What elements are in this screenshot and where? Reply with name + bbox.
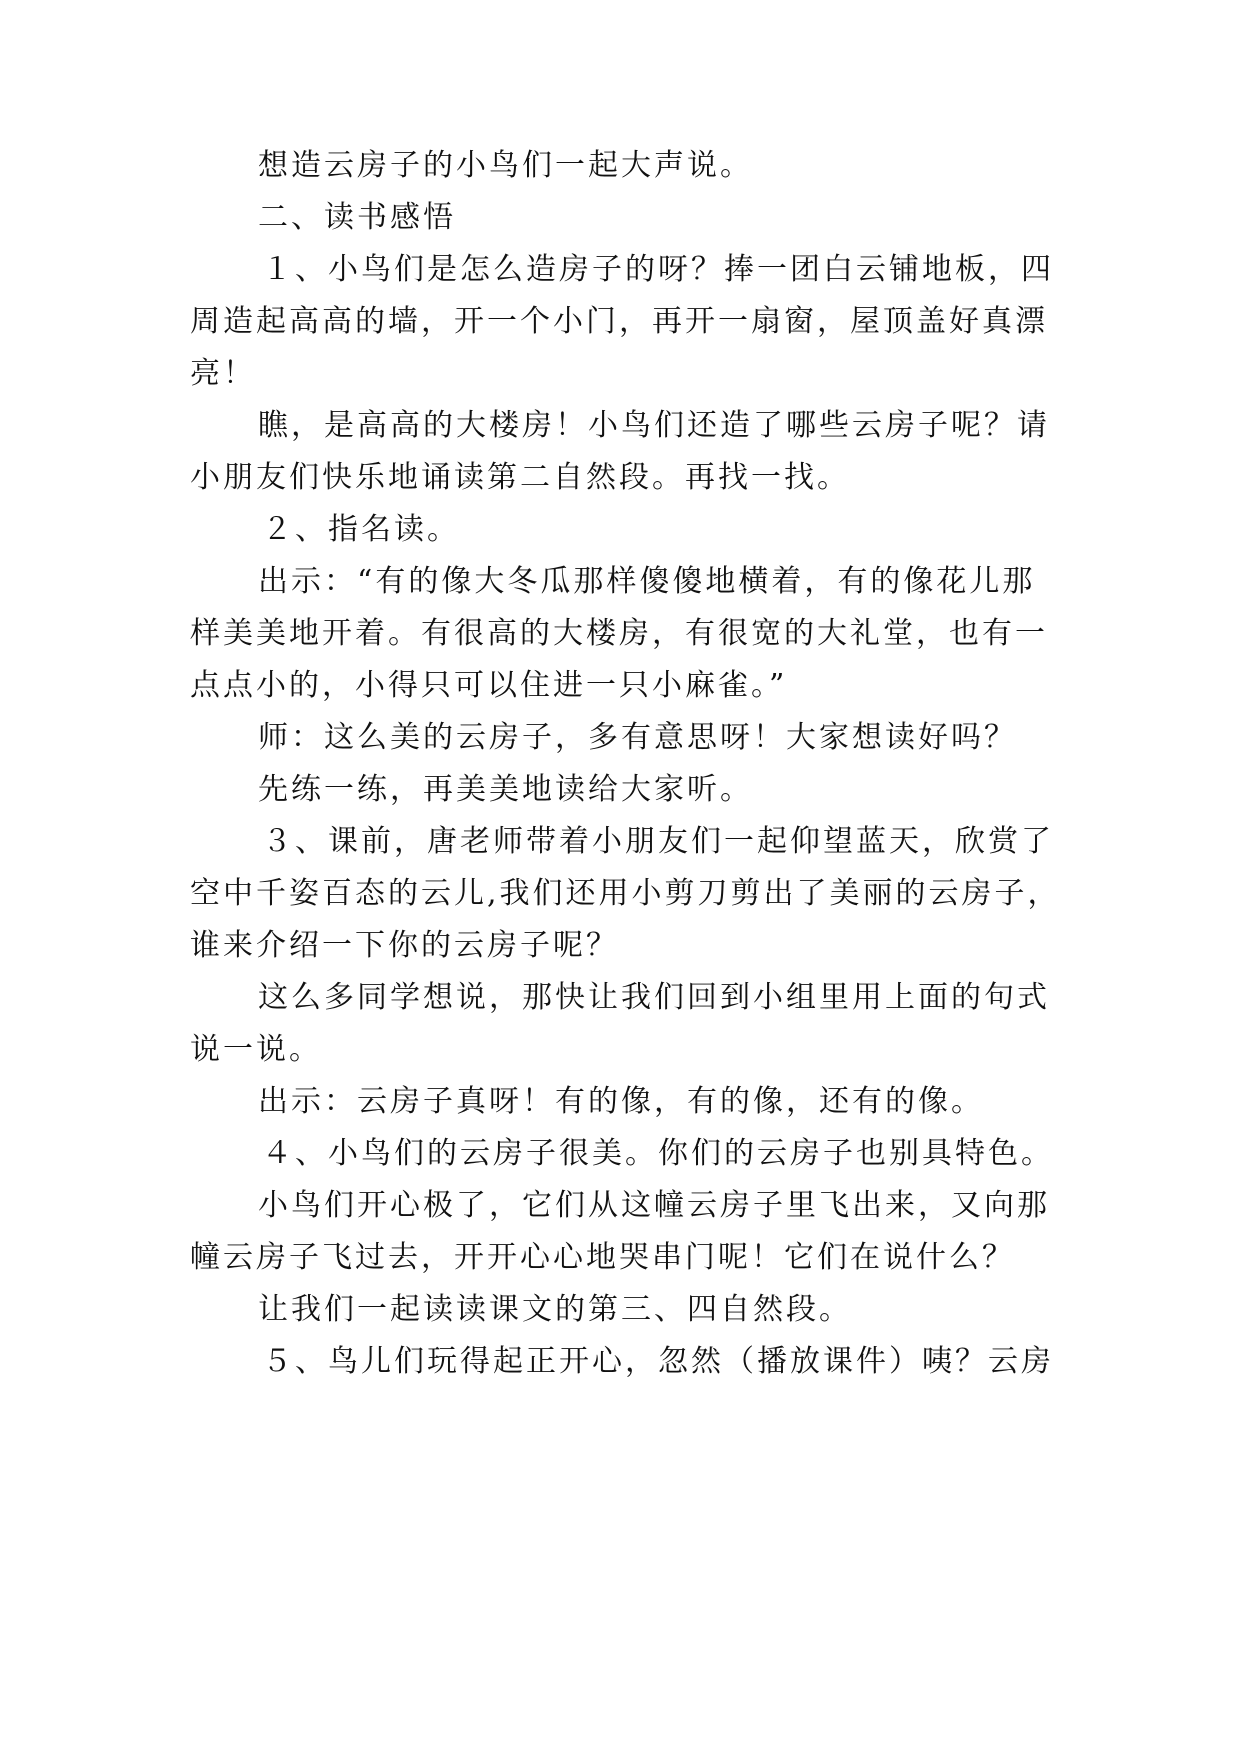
text-line: 想造云房子的小鸟们一起大声说。: [258, 148, 753, 183]
text-line: 空中千姿百态的云儿,我们还用小剪刀剪出了美丽的云房子，: [190, 876, 1061, 911]
text-line: 让我们一起读读课文的第三、四自然段。: [258, 1292, 852, 1327]
section-heading: 二、读书感悟: [258, 200, 456, 235]
text-line: 点点小的，小得只可以住进一只小麻雀。”: [190, 668, 788, 703]
text-line: 先练一练，再美美地读给大家听。: [258, 772, 753, 807]
text-line: 亮！: [190, 356, 256, 391]
text-line: 周造起高高的墙，开一个小门，再开一扇窗，屋顶盖好真漂: [190, 304, 1048, 339]
text-line: 样美美地开着。有很高的大楼房，有很宽的大礼堂，也有一: [190, 616, 1048, 651]
text-line: 瞧，是高高的大楼房！小鸟们还造了哪些云房子呢？请: [258, 408, 1050, 443]
text-line: 谁来介绍一下你的云房子呢？: [190, 928, 619, 963]
text-line: 出示：云房子真呀！有的像，有的像，还有的像。: [258, 1084, 984, 1119]
text-line: ２、指名读。: [262, 512, 460, 547]
text-line: 小鸟们开心极了，它们从这幢云房子里飞出来，又向那: [258, 1188, 1050, 1223]
text-line: ３、课前，唐老师带着小朋友们一起仰望蓝天，欣赏了: [262, 824, 1054, 859]
text-line: 这么多同学想说，那快让我们回到小组里用上面的句式: [258, 980, 1050, 1015]
text-line: 师：这么美的云房子，多有意思呀！大家想读好吗？: [258, 720, 1017, 755]
text-line: ４、小鸟们的云房子很美。你们的云房子也别具特色。: [262, 1136, 1054, 1171]
text-line: １、小鸟们是怎么造房子的呀？捧一团白云铺地板，四: [262, 252, 1054, 287]
text-line: 说一说。: [190, 1032, 322, 1067]
text-line: 幢云房子飞过去，开开心心地哭串门呢！它们在说什么？: [190, 1240, 1015, 1275]
text-line: 出示：“有的像大冬瓜那样傻傻地横着，有的像花儿那: [258, 564, 1036, 599]
text-line: 小朋友们快乐地诵读第二自然段。再找一找。: [190, 460, 850, 495]
text-line: ５、鸟儿们玩得起正开心，忽然（播放课件）咦？云房: [262, 1344, 1054, 1379]
